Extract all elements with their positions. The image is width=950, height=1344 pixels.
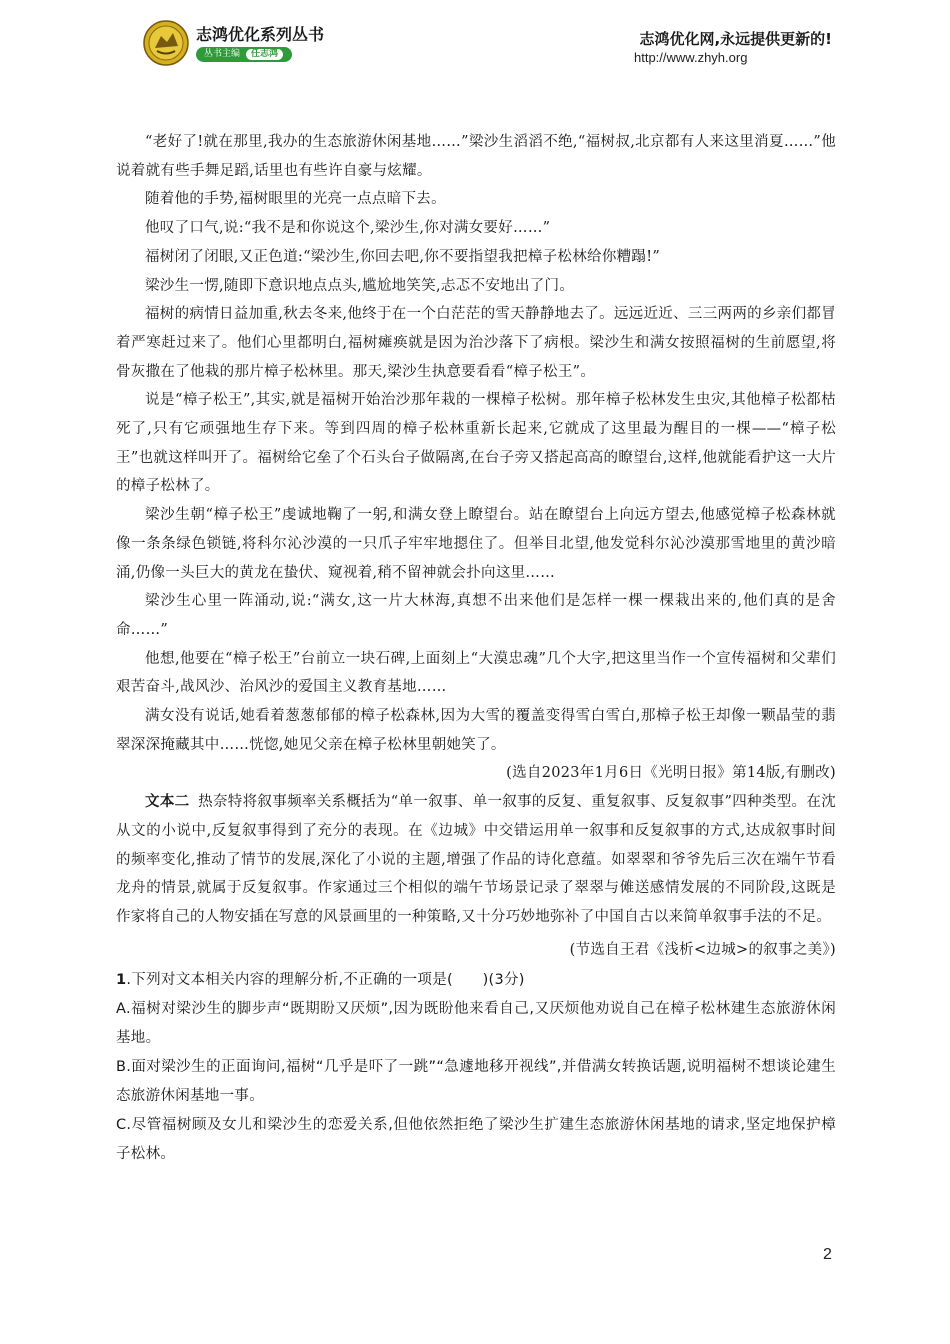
editor-name: 任志鸿	[246, 49, 283, 60]
option-a[interactable]: A.福树对梁沙生的脚步声“既期盼又厌烦”,因为既盼他来看自己,又厌烦他劝说自己在樟子松林建生态旅游休闲基地。	[116, 1001, 836, 1047]
site-slogan: 志鸿优化网,永远提供更新的!	[639, 30, 832, 48]
passage-label: 文本二	[145, 793, 190, 811]
question-number: 1	[116, 972, 127, 989]
paragraph: 满女没有说话,她看着葱葱郁郁的樟子松森林,因为大雪的覆盖变得雪白雪白,那樟子松王却像一颗晶莹的翡翠深深掩藏其中……恍惚,她见父亲在樟子松林里朝她笑了。	[116, 708, 836, 753]
paragraph: 他想,他要在“樟子松王”台前立一块石碑,上面刻上“大漠忠魂”几个大字,把这里当作一个宣传福树和父辈们艰苦奋斗,战风沙、治风沙的爱国主义教育基地……	[116, 650, 836, 696]
question-stem	[116, 966, 836, 995]
site-url[interactable]: http://www.zhyh.org	[634, 50, 748, 65]
passage-two	[116, 788, 836, 964]
paragraph: 梁沙生心里一阵涌动,说:“满女,这一片大林海,真想不出来他们是怎样一棵一棵栽出来的,他们真的是舍命……”	[116, 593, 836, 638]
question-text: .下列对文本相关内容的理解分析,不正确的一项是( )(3分)	[126, 972, 525, 989]
paragraph: 随着他的手势,福树眼里的光亮一点点暗下去。	[145, 191, 446, 208]
series-title: 志鸿优化系列丛书	[196, 25, 325, 44]
option-b[interactable]: B.面对梁沙生的正面询问,福树“几乎是吓了一跳”“急遽地移开视线”,并借满女转换话题,说明福树不想谈论建生态旅游休闲基地一事。	[116, 1059, 836, 1105]
passage-text: 热奈特将叙事频率关系概括为“单一叙事、单一叙事的反复、重复叙事、反复叙事”四种类型。在沈从文的小说中,反复叙事得到了充分的表现。在《边城》中交错运用单一叙事和反复叙事的方式,达成叙事时间的频率变化,推动了情节的发展,深化了小说的主题,增强了作品的诗化意蕴。如翠翠和爷爷先后三次在端午节看龙舟的情景,就属于反复叙事。作家通过三个相似的端午节场景记录了翠翠与傩送感情发展的不同阶段,这既是作家将自己的人物安插在写意的风景画里的一种策略,又十分巧妙地弥补了中国自古以来简单叙事手法的不足。	[116, 794, 836, 925]
paragraph: 梁沙生一愣,随即下意识地点点头,尴尬地笑笑,忐忑不安地出了门。	[145, 277, 575, 294]
paragraph: 福树的病情日益加重,秋去冬来,他终于在一个白茫茫的雪天静静地去了。远远近近、三三两两的乡亲们都冒着严寒赶过来了。他们心里都明白,福树瘫痪就是因为治沙落下了病根。梁沙生和满女按照福树的生前愿望,将骨灰撒在了他栽的那片樟子松林里。那天,梁沙生执意要看看“樟子松王”。	[116, 306, 836, 380]
question-1	[116, 966, 836, 1169]
source-citation: (节选自王君《浅析<边城>的叙事之美》)	[569, 941, 836, 958]
paragraph: 他叹了口气,说:“我不是和你说这个,梁沙生,你对满女要好……”	[145, 220, 551, 237]
paragraph: 梁沙生朝“樟子松王”虔诚地鞠了一躬,和满女登上瞭望台。站在瞭望台上向远方望去,他感觉樟子松森林就像一条条绿色锁链,将科尔沁沙漠的一只爪子牢牢地摁住了。但举目北望,他发觉科尔沁沙漠那雪地里的黄沙暗涌,仍像一头巨大的黄龙在蛰伏、窥视着,稍不留神就会扑向这里……	[116, 507, 836, 581]
editor-label: 丛书主编	[204, 49, 241, 59]
passage-one	[116, 128, 836, 788]
page-content	[116, 128, 836, 1169]
source-citation: (选自2023年1月6日《光明日报》第14版,有删改)	[506, 765, 836, 782]
page-number: 2	[823, 1246, 832, 1263]
editor-badge	[196, 47, 292, 62]
paragraph	[116, 788, 836, 932]
page-header	[0, 0, 950, 80]
paragraph: “老好了!就在那里,我办的生态旅游休闲基地……”梁沙生滔滔不绝,“福树叔,北京都有人来这里消夏……”他说着就有些手舞足蹈,话里也有些许自豪与炫耀。	[116, 134, 836, 179]
paragraph: 说是“樟子松王”,其实,就是福树开始治沙那年栽的一棵樟子松树。那年樟子松林发生虫灾,其他樟子松都枯死了,只有它顽强地生存下来。等到四周的樟子松林重新长起来,它就成了这里最为醒目的一棵——“樟子松王”也就这样叫开了。福树给它垒了个石头台子做隔离,在台子旁又搭起高高的瞭望台,这样,他就能看护这一大片的樟子松林了。	[116, 392, 836, 495]
paragraph: 福树闭了闭眼,又正色道:“梁沙生,你回去吧,你不要指望我把樟子松林给你糟蹋!”	[145, 248, 661, 265]
option-c[interactable]: C.尽管福树顾及女儿和梁沙生的恋爱关系,但他依然拒绝了梁沙生扩建生态旅游休闲基地的请求,坚定地保护樟子松林。	[116, 1117, 836, 1163]
zhihong-logo-icon	[143, 20, 189, 66]
